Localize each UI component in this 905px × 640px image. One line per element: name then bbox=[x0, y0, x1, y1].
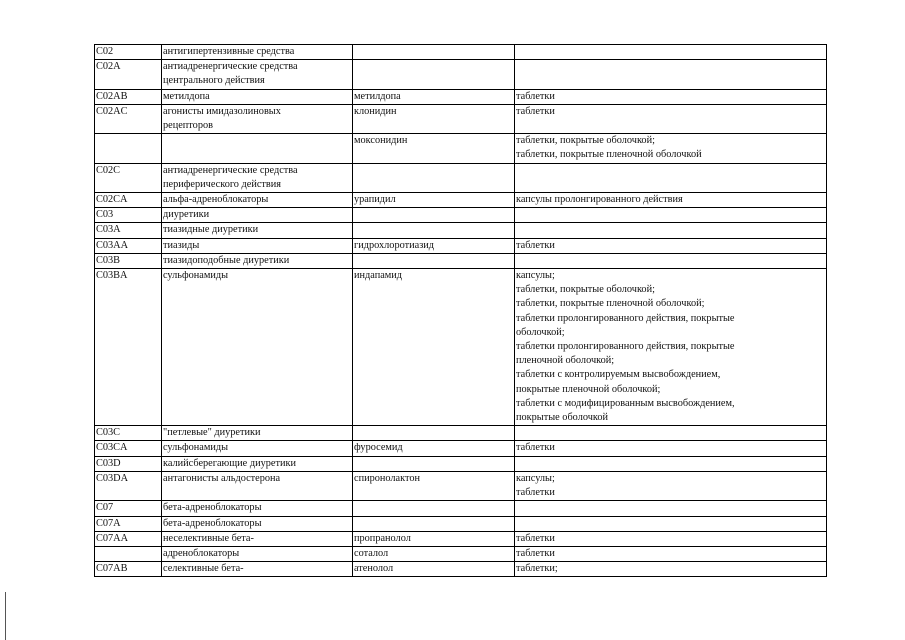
table-row bbox=[95, 546, 827, 561]
pharmacological-group-cell bbox=[162, 562, 353, 577]
drug-name-cell bbox=[353, 163, 515, 192]
table-row bbox=[95, 471, 827, 500]
pharmacological-group-cell bbox=[162, 471, 353, 500]
atc-code-cell bbox=[95, 426, 162, 441]
table-row bbox=[95, 501, 827, 516]
cell-text-line: бета-адреноблокаторы bbox=[163, 502, 262, 514]
table-row bbox=[95, 516, 827, 531]
cell-text-line: таблетки пролонгированного действия, покрытые bbox=[516, 341, 735, 353]
cell-text-line: спиронолактон bbox=[354, 472, 421, 484]
pharmacological-group-cell bbox=[162, 269, 353, 426]
cell-text-line: тиазидоподобные диуретики bbox=[163, 254, 290, 266]
cell-text: C02C bbox=[96, 164, 121, 176]
cell-text: C03B bbox=[96, 254, 121, 266]
pharmacological-group-cell bbox=[162, 441, 353, 456]
table-row bbox=[95, 104, 827, 133]
drug-name-cell bbox=[353, 45, 515, 60]
dosage-form-cell bbox=[515, 562, 827, 577]
atc-code-cell bbox=[95, 134, 162, 163]
drug-name-cell bbox=[353, 238, 515, 253]
drug-name-cell bbox=[353, 531, 515, 546]
cell-text-line: бета-адреноблокаторы bbox=[163, 517, 262, 529]
table-row bbox=[95, 193, 827, 208]
page-edge-line bbox=[5, 592, 6, 640]
drug-name-cell bbox=[353, 104, 515, 133]
cell-text-line: таблетки bbox=[516, 105, 555, 117]
cell-text: C03D bbox=[96, 457, 121, 469]
drug-name-cell bbox=[353, 441, 515, 456]
dosage-form-cell bbox=[515, 516, 827, 531]
cell-text: C03DA bbox=[96, 472, 129, 484]
cell-text-line: оболочкой; bbox=[516, 326, 565, 338]
dosage-form-cell bbox=[515, 471, 827, 500]
cell-text: C02AC bbox=[96, 105, 128, 117]
table-row bbox=[95, 163, 827, 192]
drug-name-cell bbox=[353, 60, 515, 89]
dosage-form-cell bbox=[515, 238, 827, 253]
drug-classification-table bbox=[94, 44, 827, 577]
dosage-form-cell bbox=[515, 134, 827, 163]
table-row bbox=[95, 456, 827, 471]
cell-text-line: таблетки bbox=[516, 532, 555, 544]
atc-code-cell bbox=[95, 269, 162, 426]
drug-name-cell bbox=[353, 501, 515, 516]
pharmacological-group-cell bbox=[162, 456, 353, 471]
pharmacological-group-cell bbox=[162, 426, 353, 441]
table-row bbox=[95, 89, 827, 104]
cell-text-line: агонисты имидазолиновых bbox=[163, 105, 281, 117]
cell-text: C02A bbox=[96, 61, 121, 73]
pharmacological-group-cell bbox=[162, 45, 353, 60]
atc-code-cell bbox=[95, 193, 162, 208]
table-row bbox=[95, 269, 827, 426]
cell-text-line: таблетки bbox=[516, 442, 555, 454]
cell-text-line: капсулы; bbox=[516, 472, 555, 484]
cell-text-line: селективные бета- bbox=[163, 563, 244, 575]
drug-name-cell bbox=[353, 562, 515, 577]
cell-text-line: таблетки, покрытые пленочной оболочкой bbox=[516, 149, 702, 161]
dosage-form-cell bbox=[515, 223, 827, 238]
cell-text-line: тиазиды bbox=[163, 239, 200, 251]
pharmacological-group-cell bbox=[162, 531, 353, 546]
drug-name-cell bbox=[353, 426, 515, 441]
table-row bbox=[95, 441, 827, 456]
dosage-form-cell bbox=[515, 60, 827, 89]
cell-text: C03 bbox=[96, 209, 114, 221]
cell-text-line: таблетки, покрытые оболочкой; bbox=[516, 284, 655, 296]
cell-text: C07 bbox=[96, 502, 114, 514]
atc-code-cell bbox=[95, 208, 162, 223]
cell-text-line: таблетки с контролируемым высвобождением, bbox=[516, 369, 721, 381]
dosage-form-cell bbox=[515, 531, 827, 546]
drug-name-cell bbox=[353, 208, 515, 223]
cell-text: C03CA bbox=[96, 442, 128, 454]
table-row bbox=[95, 60, 827, 89]
drug-name-cell bbox=[353, 223, 515, 238]
pharmacological-group-cell bbox=[162, 501, 353, 516]
dosage-form-cell bbox=[515, 163, 827, 192]
drug-name-cell bbox=[353, 269, 515, 426]
atc-code-cell bbox=[95, 60, 162, 89]
cell-text-line: антигипертензивные средства bbox=[163, 46, 295, 57]
pharmacological-group-cell bbox=[162, 208, 353, 223]
cell-text-line: индапамид bbox=[354, 270, 403, 282]
cell-text-line: центрального действия bbox=[163, 75, 265, 87]
cell-text-line: антиадренергические средства bbox=[163, 164, 298, 176]
dosage-form-cell bbox=[515, 456, 827, 471]
atc-code-cell bbox=[95, 89, 162, 104]
pharmacological-group-cell bbox=[162, 104, 353, 133]
cell-text-line: таблетки bbox=[516, 487, 555, 499]
dosage-form-cell bbox=[515, 426, 827, 441]
atc-code-cell bbox=[95, 441, 162, 456]
dosage-form-cell bbox=[515, 104, 827, 133]
cell-text-line: капсулы пролонгированного действия bbox=[516, 194, 683, 206]
atc-code-cell bbox=[95, 223, 162, 238]
table-row bbox=[95, 238, 827, 253]
cell-text-line: таблетки пролонгированного действия, покрытые bbox=[516, 312, 735, 324]
cell-text-line: антиадренергические средства bbox=[163, 61, 298, 73]
cell-text: C07A bbox=[96, 517, 121, 529]
dosage-form-cell bbox=[515, 193, 827, 208]
table-row bbox=[95, 223, 827, 238]
atc-code-cell bbox=[95, 531, 162, 546]
cell-text-line: моксонидин bbox=[354, 135, 408, 147]
cell-text-line: сульфонамиды bbox=[163, 270, 229, 282]
table-row bbox=[95, 208, 827, 223]
cell-text: C03AA bbox=[96, 239, 129, 251]
drug-name-cell bbox=[353, 546, 515, 561]
cell-text-line: "петлевые" диуретики bbox=[163, 427, 261, 439]
atc-code-cell bbox=[95, 546, 162, 561]
table-row bbox=[95, 134, 827, 163]
atc-code-cell bbox=[95, 104, 162, 133]
dosage-form-cell bbox=[515, 89, 827, 104]
pharmacological-group-cell bbox=[162, 60, 353, 89]
drug-name-cell bbox=[353, 471, 515, 500]
dosage-form-cell bbox=[515, 253, 827, 268]
cell-text-line: капсулы; bbox=[516, 270, 555, 282]
cell-text-line: альфа-адреноблокаторы bbox=[163, 194, 269, 206]
cell-text: C02AB bbox=[96, 90, 128, 102]
drug-name-cell bbox=[353, 193, 515, 208]
pharmacological-group-cell bbox=[162, 193, 353, 208]
cell-text-line: диуретики bbox=[163, 209, 210, 221]
cell-text-line: таблетки, покрытые пленочной оболочкой; bbox=[516, 298, 705, 310]
drug-name-cell bbox=[353, 456, 515, 471]
drug-name-cell bbox=[353, 89, 515, 104]
cell-text: C07AB bbox=[96, 563, 128, 575]
pharmacological-group-cell bbox=[162, 516, 353, 531]
table-body bbox=[95, 45, 827, 577]
cell-text-line: таблетки bbox=[516, 239, 555, 251]
drug-name-cell bbox=[353, 134, 515, 163]
cell-text-line: периферического действия bbox=[163, 178, 282, 190]
cell-text-line: таблетки bbox=[516, 547, 555, 559]
atc-code-cell bbox=[95, 456, 162, 471]
cell-text: C07AA bbox=[96, 532, 129, 544]
cell-text-line: тиазидные диуретики bbox=[163, 224, 259, 236]
pharmacological-group-cell bbox=[162, 546, 353, 561]
cell-text-line: клонидин bbox=[354, 105, 397, 117]
pharmacological-group-cell bbox=[162, 134, 353, 163]
table-row bbox=[95, 531, 827, 546]
cell-text-line: метилдопа bbox=[354, 90, 401, 102]
pharmacological-group-cell bbox=[162, 89, 353, 104]
cell-text-line: адреноблокаторы bbox=[163, 547, 240, 559]
cell-text-line: таблетки с модифицированным высвобождением, bbox=[516, 397, 735, 409]
pharmacological-group-cell bbox=[162, 223, 353, 238]
cell-text-line: антагонисты альдостерона bbox=[163, 472, 281, 484]
drug-name-cell bbox=[353, 516, 515, 531]
atc-code-cell bbox=[95, 45, 162, 60]
table-row bbox=[95, 253, 827, 268]
atc-code-cell bbox=[95, 238, 162, 253]
pharmacological-group-cell bbox=[162, 238, 353, 253]
drug-name-cell bbox=[353, 253, 515, 268]
pharmacological-group-cell bbox=[162, 253, 353, 268]
cell-text-line: гидрохлоротиазид bbox=[354, 239, 435, 251]
atc-code-cell bbox=[95, 562, 162, 577]
cell-text-line: сульфонамиды bbox=[163, 442, 229, 454]
cell-text-line: таблетки; bbox=[516, 563, 558, 575]
cell-text-line: фуросемид bbox=[354, 442, 403, 454]
table-row bbox=[95, 562, 827, 577]
atc-code-cell bbox=[95, 163, 162, 192]
atc-code-cell bbox=[95, 253, 162, 268]
dosage-form-cell bbox=[515, 269, 827, 426]
cell-text: C02 bbox=[96, 46, 114, 57]
cell-text-line: таблетки, покрытые оболочкой; bbox=[516, 135, 655, 147]
table-row bbox=[95, 426, 827, 441]
dosage-form-cell bbox=[515, 208, 827, 223]
cell-text-line: неселективные бета- bbox=[163, 532, 254, 544]
atc-code-cell bbox=[95, 516, 162, 531]
cell-text: C03BA bbox=[96, 270, 128, 282]
cell-text-line: таблетки bbox=[516, 90, 555, 102]
dosage-form-cell bbox=[515, 546, 827, 561]
cell-text-line: пленочной оболочкой; bbox=[516, 355, 615, 367]
pharmacological-group-cell bbox=[162, 163, 353, 192]
atc-code-cell bbox=[95, 471, 162, 500]
atc-code-cell bbox=[95, 501, 162, 516]
cell-text-line: соталол bbox=[354, 547, 389, 559]
dosage-form-cell bbox=[515, 441, 827, 456]
dosage-form-cell bbox=[515, 501, 827, 516]
cell-text: C03C bbox=[96, 427, 121, 439]
dosage-form-cell bbox=[515, 45, 827, 60]
cell-text-line: покрытые пленочной оболочкой; bbox=[516, 383, 661, 395]
cell-text-line: метилдопа bbox=[163, 90, 210, 102]
cell-text-line: калийсберегающие диуретики bbox=[163, 457, 296, 469]
cell-text-line: урапидил bbox=[354, 194, 396, 206]
cell-text-line: пропранолол bbox=[354, 532, 411, 544]
cell-text-line: рецепторов bbox=[163, 120, 213, 132]
cell-text: C02CA bbox=[96, 194, 128, 206]
cell-text-line: атенолол bbox=[354, 563, 394, 575]
cell-text-line: покрытые оболочкой bbox=[516, 412, 609, 424]
table-row bbox=[95, 45, 827, 60]
cell-text: C03A bbox=[96, 224, 121, 236]
